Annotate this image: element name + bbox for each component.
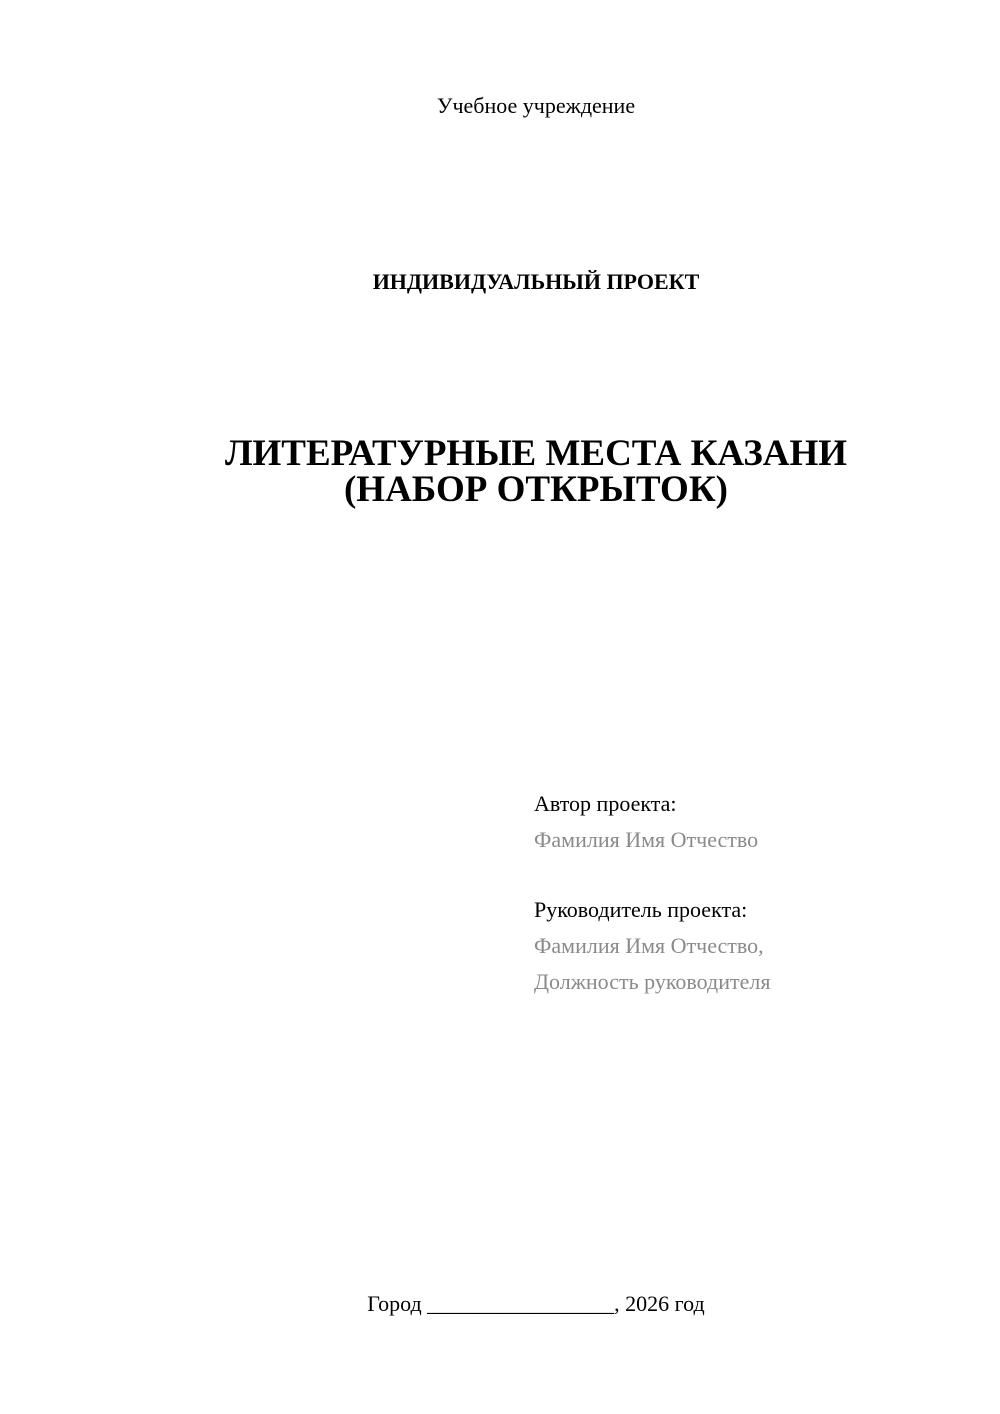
project-title-line-2: (НАБОР ОТКРЫТОК): [343, 469, 728, 510]
author-name-placeholder: Фамилия Имя Отчество: [534, 827, 759, 852]
supervisor-block: [534, 892, 974, 1000]
supervisor-name-placeholder: Фамилия Имя Отчество,: [534, 933, 764, 958]
document-type-heading: ИНДИВИДУАЛЬНЫЙ ПРОЕКТ: [372, 269, 700, 294]
project-title: [0, 433, 1000, 510]
author-block: [534, 786, 974, 858]
author-label: Автор проекта:: [534, 791, 677, 816]
project-title-line-1: ЛИТЕРАТУРНЫЕ МЕСТА КАЗАНИ: [224, 433, 848, 474]
city-year-line: Город _________________, 2026 год: [367, 1291, 705, 1316]
supervisor-label: Руководитель проекта:: [534, 897, 748, 922]
institution-name: Учебное учреждение: [436, 93, 636, 118]
supervisor-position-placeholder: Должность руководителя: [534, 969, 771, 994]
